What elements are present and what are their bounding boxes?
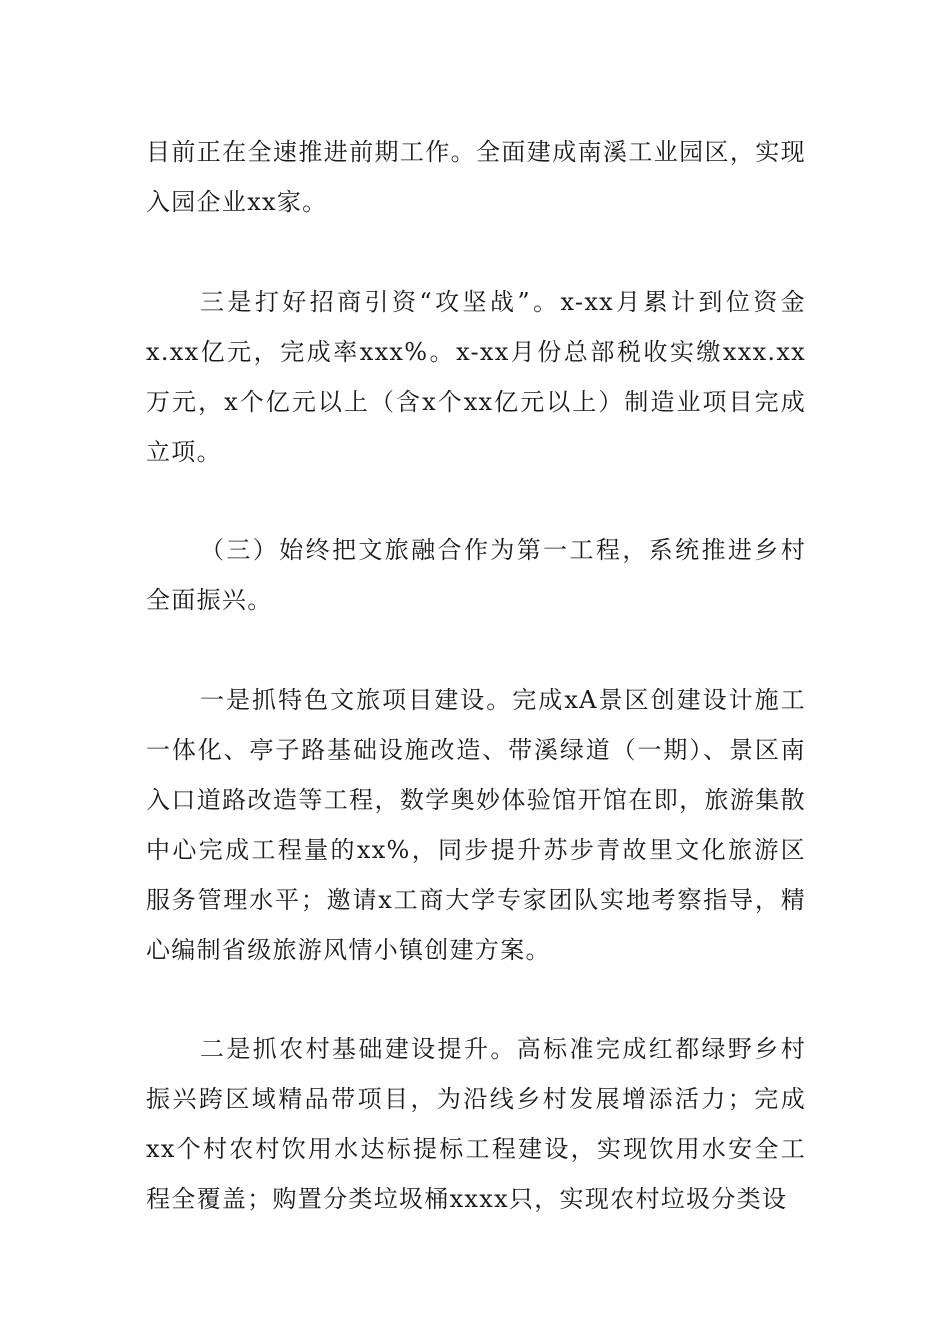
paragraph-rural-infrastructure xyxy=(146,1024,806,1224)
section-heading-culture-tourism xyxy=(146,525,806,625)
section-heading-text: （三）始终把文旅融合作为第一工程，系统推进乡村全面振兴。 xyxy=(146,536,806,614)
paragraph-industrial-park xyxy=(146,127,806,227)
paragraph-investment xyxy=(146,277,806,477)
paragraph-text: 二是抓农村基础建设提升。高标准完成红都绿野乡村振兴跨区域精品带项目，为沿线乡村发展增添活力；完成xx个村农村饮用水达标提标工程建设，实现饮用水安全工程全覆盖；购置分类垃圾桶xxxx只，实现农村垃圾分类设 xyxy=(146,1035,806,1213)
paragraph-text: 目前正在全速推进前期工作。全面建成南溪工业园区，实现入园企业xx家。 xyxy=(146,138,806,216)
paragraph-text: 一是抓特色文旅项目建设。完成xA景区创建设计施工一体化、亭子路基础设施改造、带溪绿道（一期）、景区南入口道路改造等工程，数学奥妙体验馆开馆在即，旅游集散中心完成工程量的xx%，同步提升苏步青故里文化旅游区服务管理水平；邀请x工商大学专家团队实地考察指导，精心编制省级旅游风情小镇创建方案。 xyxy=(146,686,806,964)
paragraph-tourism-projects xyxy=(146,675,806,975)
paragraph-text: 三是打好招商引资“攻坚战”。x-xx月累计到位资金x.xx亿元，完成率xxx%。x-xx月份总部税收实缴xxx.xx万元，x个亿元以上（含x个xx亿元以上）制造业项目完成立项。 xyxy=(146,288,806,466)
